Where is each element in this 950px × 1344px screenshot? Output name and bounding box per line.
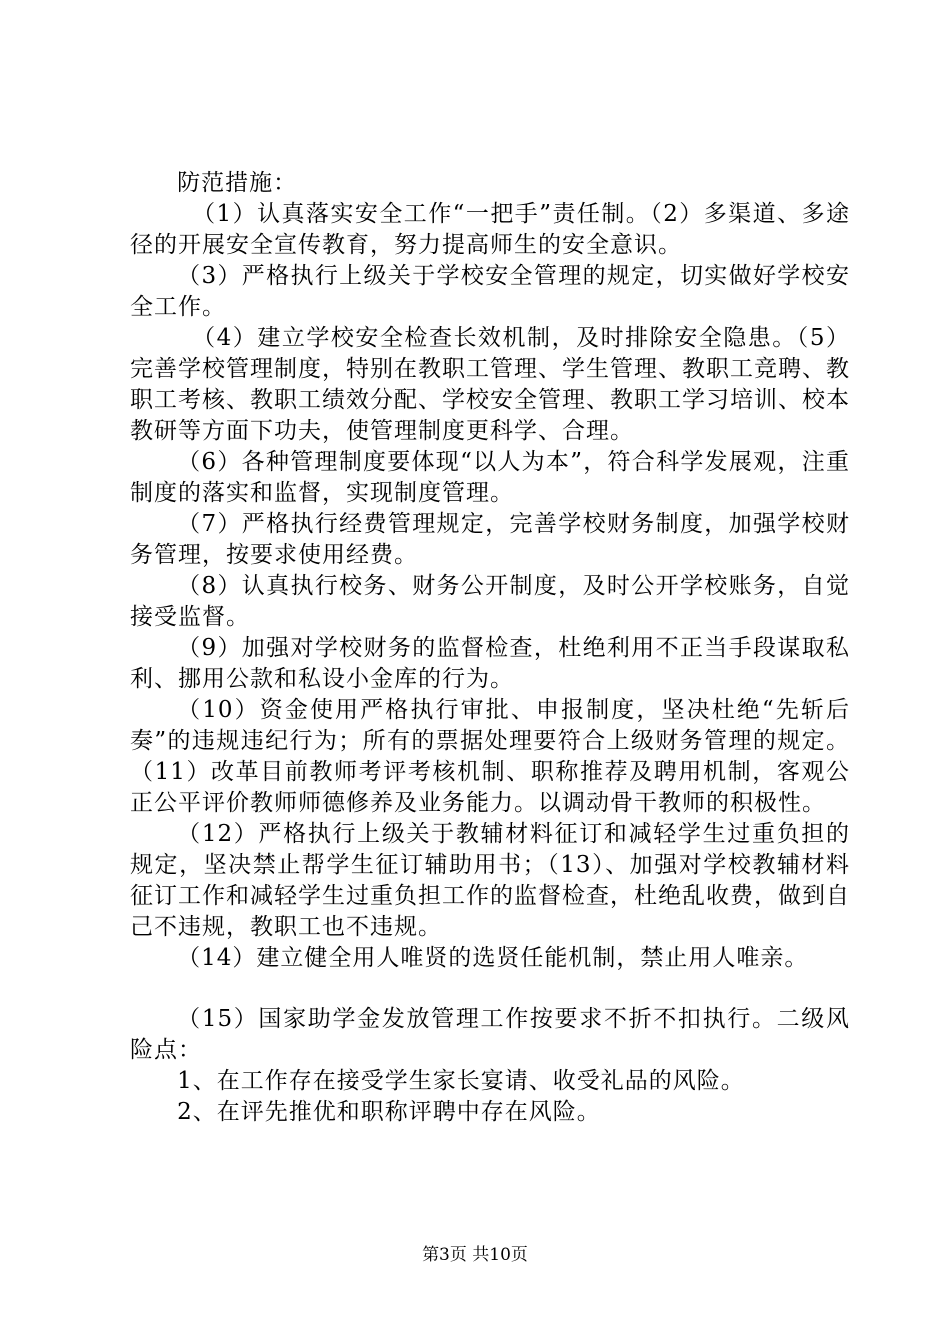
paragraph: （12）严格执行上级关于教辅材料征订和减轻学生过重负担的规定，坚决禁止帮学生征订辅助用书；（13）、加强对学校教辅材料征订工作和减轻学生过重负担工作的监督检查，杜绝乱收费，做到自己不违规，教职工也不违规。: [130, 821, 850, 940]
paragraph: （14）建立健全用人唯贤的选贤任能机制，禁止用人唯亲。: [177, 945, 809, 971]
section-heading: 防范措施：: [177, 170, 298, 196]
list-item: 2、在评先推优和职称评聘中存在风险。: [177, 1099, 601, 1125]
paragraph: （3）严格执行上级关于学校安全管理的规定，切实做好学校安全工作。: [130, 263, 850, 320]
paragraph: （7）严格执行经费管理规定，完善学校财务制度，加强学校财务管理，按要求使用经费。: [130, 511, 850, 568]
paragraph: （15）国家助学金发放管理工作按要求不折不扣执行。二级风险点：: [130, 1006, 850, 1063]
paragraph: （8）认真执行校务、财务公开制度，及时公开学校账务，自觉接受监督。: [130, 573, 850, 630]
paragraph: （6）各种管理制度要体现“以人为本”，符合科学发展观，注重制度的落实和监督，实现制度管理。: [130, 449, 850, 506]
paragraph: （9）加强对学校财务的监督检查，杜绝利用不正当手段谋取私利、挪用公款和私设小金库的行为。: [130, 635, 850, 692]
list-item: 1、在工作存在接受学生家长宴请、收受礼品的风险。: [177, 1068, 745, 1094]
paragraph: （10）资金使用严格执行审批、申报制度，坚决杜绝“先斩后奏”的违规违纪行为；所有的票据处理要符合上级财务管理的规定。（11）改革目前教师考评考核机制、职称推荐及聘用机制，客观公正公平评价教师师德修养及业务能力。以调动骨干教师的积极性。: [130, 697, 850, 816]
page-footer: 第3页 共10页: [422, 1245, 528, 1265]
document-body: [130, 168, 850, 1128]
paragraph: （4）建立学校安全检查长效机制，及时排除安全隐患。（5）完善学校管理制度，特别在教职工管理、学生管理、教职工竞聘、教职工考核、教职工绩效分配、学校安全管理、教职工学习培训、校本教研等方面下功夫，使管理制度更科学、合理。: [130, 325, 850, 444]
paragraph: （1）认真落实安全工作“一把手”责任制。（2）多渠道、多途径的开展安全宣传教育，努力提高师生的安全意识。: [130, 201, 850, 258]
